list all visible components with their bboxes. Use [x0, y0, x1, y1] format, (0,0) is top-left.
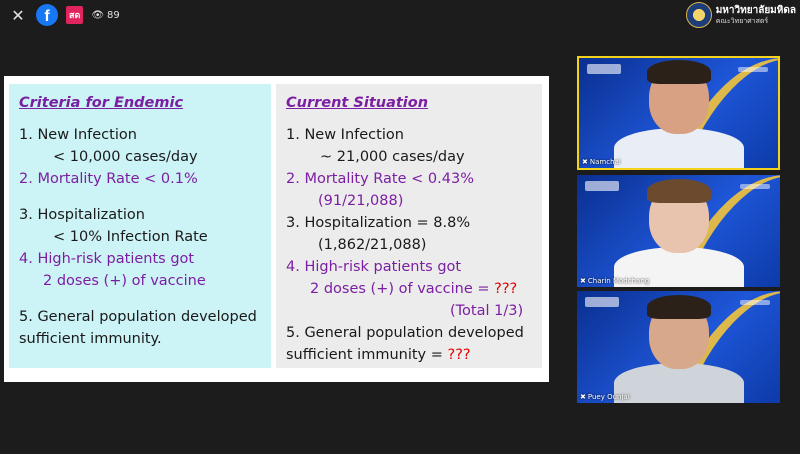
situation-panel [276, 84, 542, 368]
criteria-line-4: 3. Hospitalization [19, 207, 145, 223]
event-banner-icon [740, 184, 770, 189]
participant-name: Charin Modchang [587, 277, 650, 285]
mic-muted-icon: ✖ [580, 277, 586, 285]
close-icon[interactable]: ✕ [11, 5, 25, 25]
university-name: มหาวิทยาลัยมหิดล [715, 4, 796, 16]
situation-line-4: (91/21,088) [318, 193, 404, 209]
situation-line-9: (Total 1/3) [450, 303, 524, 319]
criteria-line-9: sufficient immunity. [19, 331, 162, 347]
situation-line-1: 1. New Infection [286, 127, 404, 143]
situation-title: Current Situation [286, 95, 429, 111]
situation-line-3: 2. Mortality Rate < 0.43% [286, 171, 474, 187]
situation-line-11-text: sufficient immunity = [286, 347, 448, 363]
participant-video [614, 299, 744, 403]
participant-name: Namchai [589, 158, 621, 166]
mic-muted-icon: ✖ [582, 158, 588, 166]
viewer-count [91, 10, 119, 21]
criteria-line-3: 2. Mortality Rate < 0.1% [19, 171, 198, 187]
university-seal-icon [686, 2, 712, 28]
situation-line-11 [286, 344, 532, 366]
eye-icon: 👁 [91, 9, 105, 21]
mic-muted-icon: ✖ [580, 393, 586, 401]
criteria-line-7: 2 doses (+) of vaccine [43, 273, 206, 289]
criteria-title: Criteria for Endemic [19, 95, 184, 111]
participant-name-tag [580, 393, 630, 401]
event-banner-icon [740, 300, 770, 305]
criteria-line-2: < 10,000 cases/day [53, 149, 198, 165]
viewer-count-value: 89 [107, 9, 120, 21]
situation-line-8 [286, 278, 532, 300]
situation-line-11-unknown: ??? [447, 347, 471, 363]
situation-line-10: 5. General population developed [286, 325, 524, 341]
situation-line-8-text: 2 doses (+) of vaccine = [310, 281, 495, 297]
presentation-slide [4, 76, 549, 382]
situation-line-6: (1,862/21,088) [318, 237, 427, 253]
criteria-line-5: < 10% Infection Rate [53, 229, 208, 245]
participant-tile-1[interactable] [577, 56, 780, 170]
university-brand [686, 2, 796, 28]
facebook-letter: f [44, 8, 50, 25]
facebook-icon[interactable] [36, 4, 58, 26]
situation-line-7: 4. High-risk patients got [286, 259, 462, 275]
participant-video [614, 64, 744, 168]
criteria-line-1: 1. New Infection [19, 127, 137, 143]
situation-line-2: ~ 21,000 cases/day [320, 149, 465, 165]
participant-name-tag [580, 277, 649, 285]
participant-name-tag [582, 158, 621, 166]
live-badge: สด [66, 6, 83, 24]
top-left-controls [8, 4, 120, 26]
criteria-line-8: 5. General population developed [19, 309, 257, 325]
participant-tile-3[interactable] [577, 291, 780, 403]
faculty-name: คณะวิทยาศาสตร์ [715, 16, 769, 25]
criteria-line-6: 4. High-risk patients got [19, 251, 195, 267]
criteria-panel [9, 84, 271, 368]
participant-video [614, 183, 744, 287]
participant-tile-2[interactable] [577, 175, 780, 287]
participant-name: Puey Ounjai [587, 393, 630, 401]
situation-line-8-unknown: ??? [494, 281, 518, 297]
situation-line-5: 3. Hospitalization = 8.8% [286, 215, 471, 231]
